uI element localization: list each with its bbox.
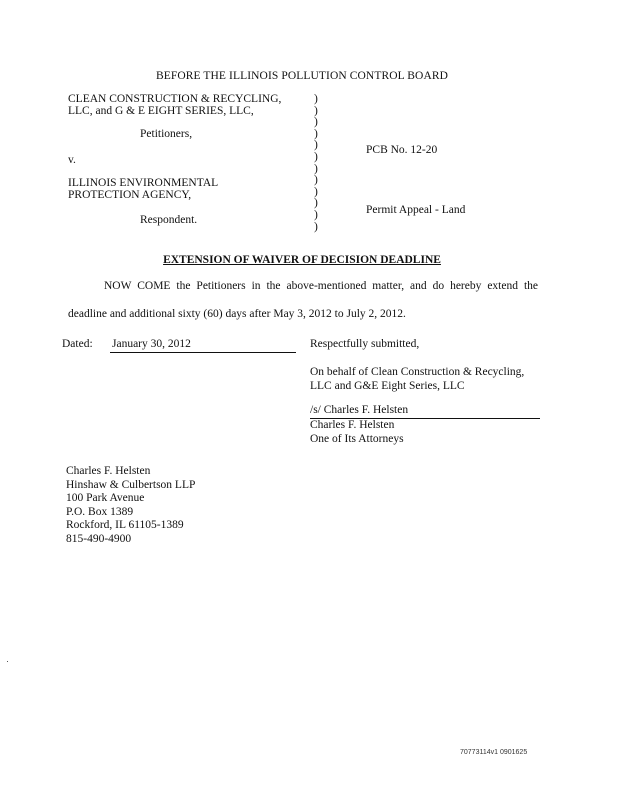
- behalf-line-2: LLC and G&E Eight Series, LLC: [310, 379, 465, 392]
- attorney-role: One of Its Attorneys: [310, 432, 404, 445]
- contact-line: Rockford, IL 61105-1389: [66, 519, 184, 532]
- respondent-line-2: PROTECTION AGENCY,: [68, 188, 192, 201]
- petitioner-line-2: LLC, and G & E EIGHT SERIES, LLC,: [68, 104, 254, 117]
- case-type: Permit Appeal - Land: [366, 204, 466, 216]
- respondent-name: [68, 178, 218, 201]
- closing-text: Respectfully submitted,: [310, 338, 420, 350]
- petitioner-line-1: CLEAN CONSTRUCTION & RECYCLING,: [68, 93, 282, 105]
- contact-line: Hinshaw & Culbertson LLP: [66, 478, 196, 491]
- date-underline: [110, 352, 296, 353]
- versus-label: v.: [68, 154, 76, 166]
- contact-block: [66, 465, 195, 547]
- behalf-line-1: On behalf of Clean Construction & Recycling,: [310, 366, 525, 378]
- dated-value: January 30, 2012: [112, 338, 191, 350]
- contact-line: Charles F. Helsten: [66, 465, 151, 477]
- petitioner-role: Petitioners,: [140, 128, 193, 140]
- contact-line: 815-490-4900: [66, 532, 132, 545]
- respondent-role: Respondent.: [140, 214, 198, 226]
- attorney-block: [310, 419, 404, 446]
- document-heading: EXTENSION OF WAIVER OF DECISION DEADLINE: [163, 254, 441, 266]
- electronic-signature: /s/ Charles F. Helsten: [310, 404, 409, 416]
- attorney-name: Charles F. Helsten: [310, 419, 395, 431]
- contact-line: P.O. Box 1389: [66, 505, 134, 518]
- pcb-number: PCB No. 12-20: [366, 144, 438, 156]
- scan-speck: [7, 661, 8, 662]
- body-paragraph-line-2: deadline and additional sixty (60) days after May 3, 2012 to July 2, 2012.: [68, 308, 406, 320]
- body-paragraph-line-1: NOW COME the Petitioners in the above-mentioned matter, and do hereby extend the: [104, 280, 538, 292]
- contact-line: 100 Park Avenue: [66, 492, 145, 505]
- dated-label: Dated:: [62, 338, 93, 350]
- respondent-line-1: ILLINOIS ENVIRONMENTAL: [68, 177, 219, 189]
- behalf-block: [310, 366, 524, 393]
- petitioner-name: [68, 94, 281, 117]
- board-title: BEFORE THE ILLINOIS POLLUTION CONTROL BOARD: [155, 70, 449, 82]
- document-number: 70773114v1 0901625: [460, 749, 528, 756]
- caption-parentheses: ) ) ) ) ) ) ) ) ) ) ) ): [314, 93, 318, 233]
